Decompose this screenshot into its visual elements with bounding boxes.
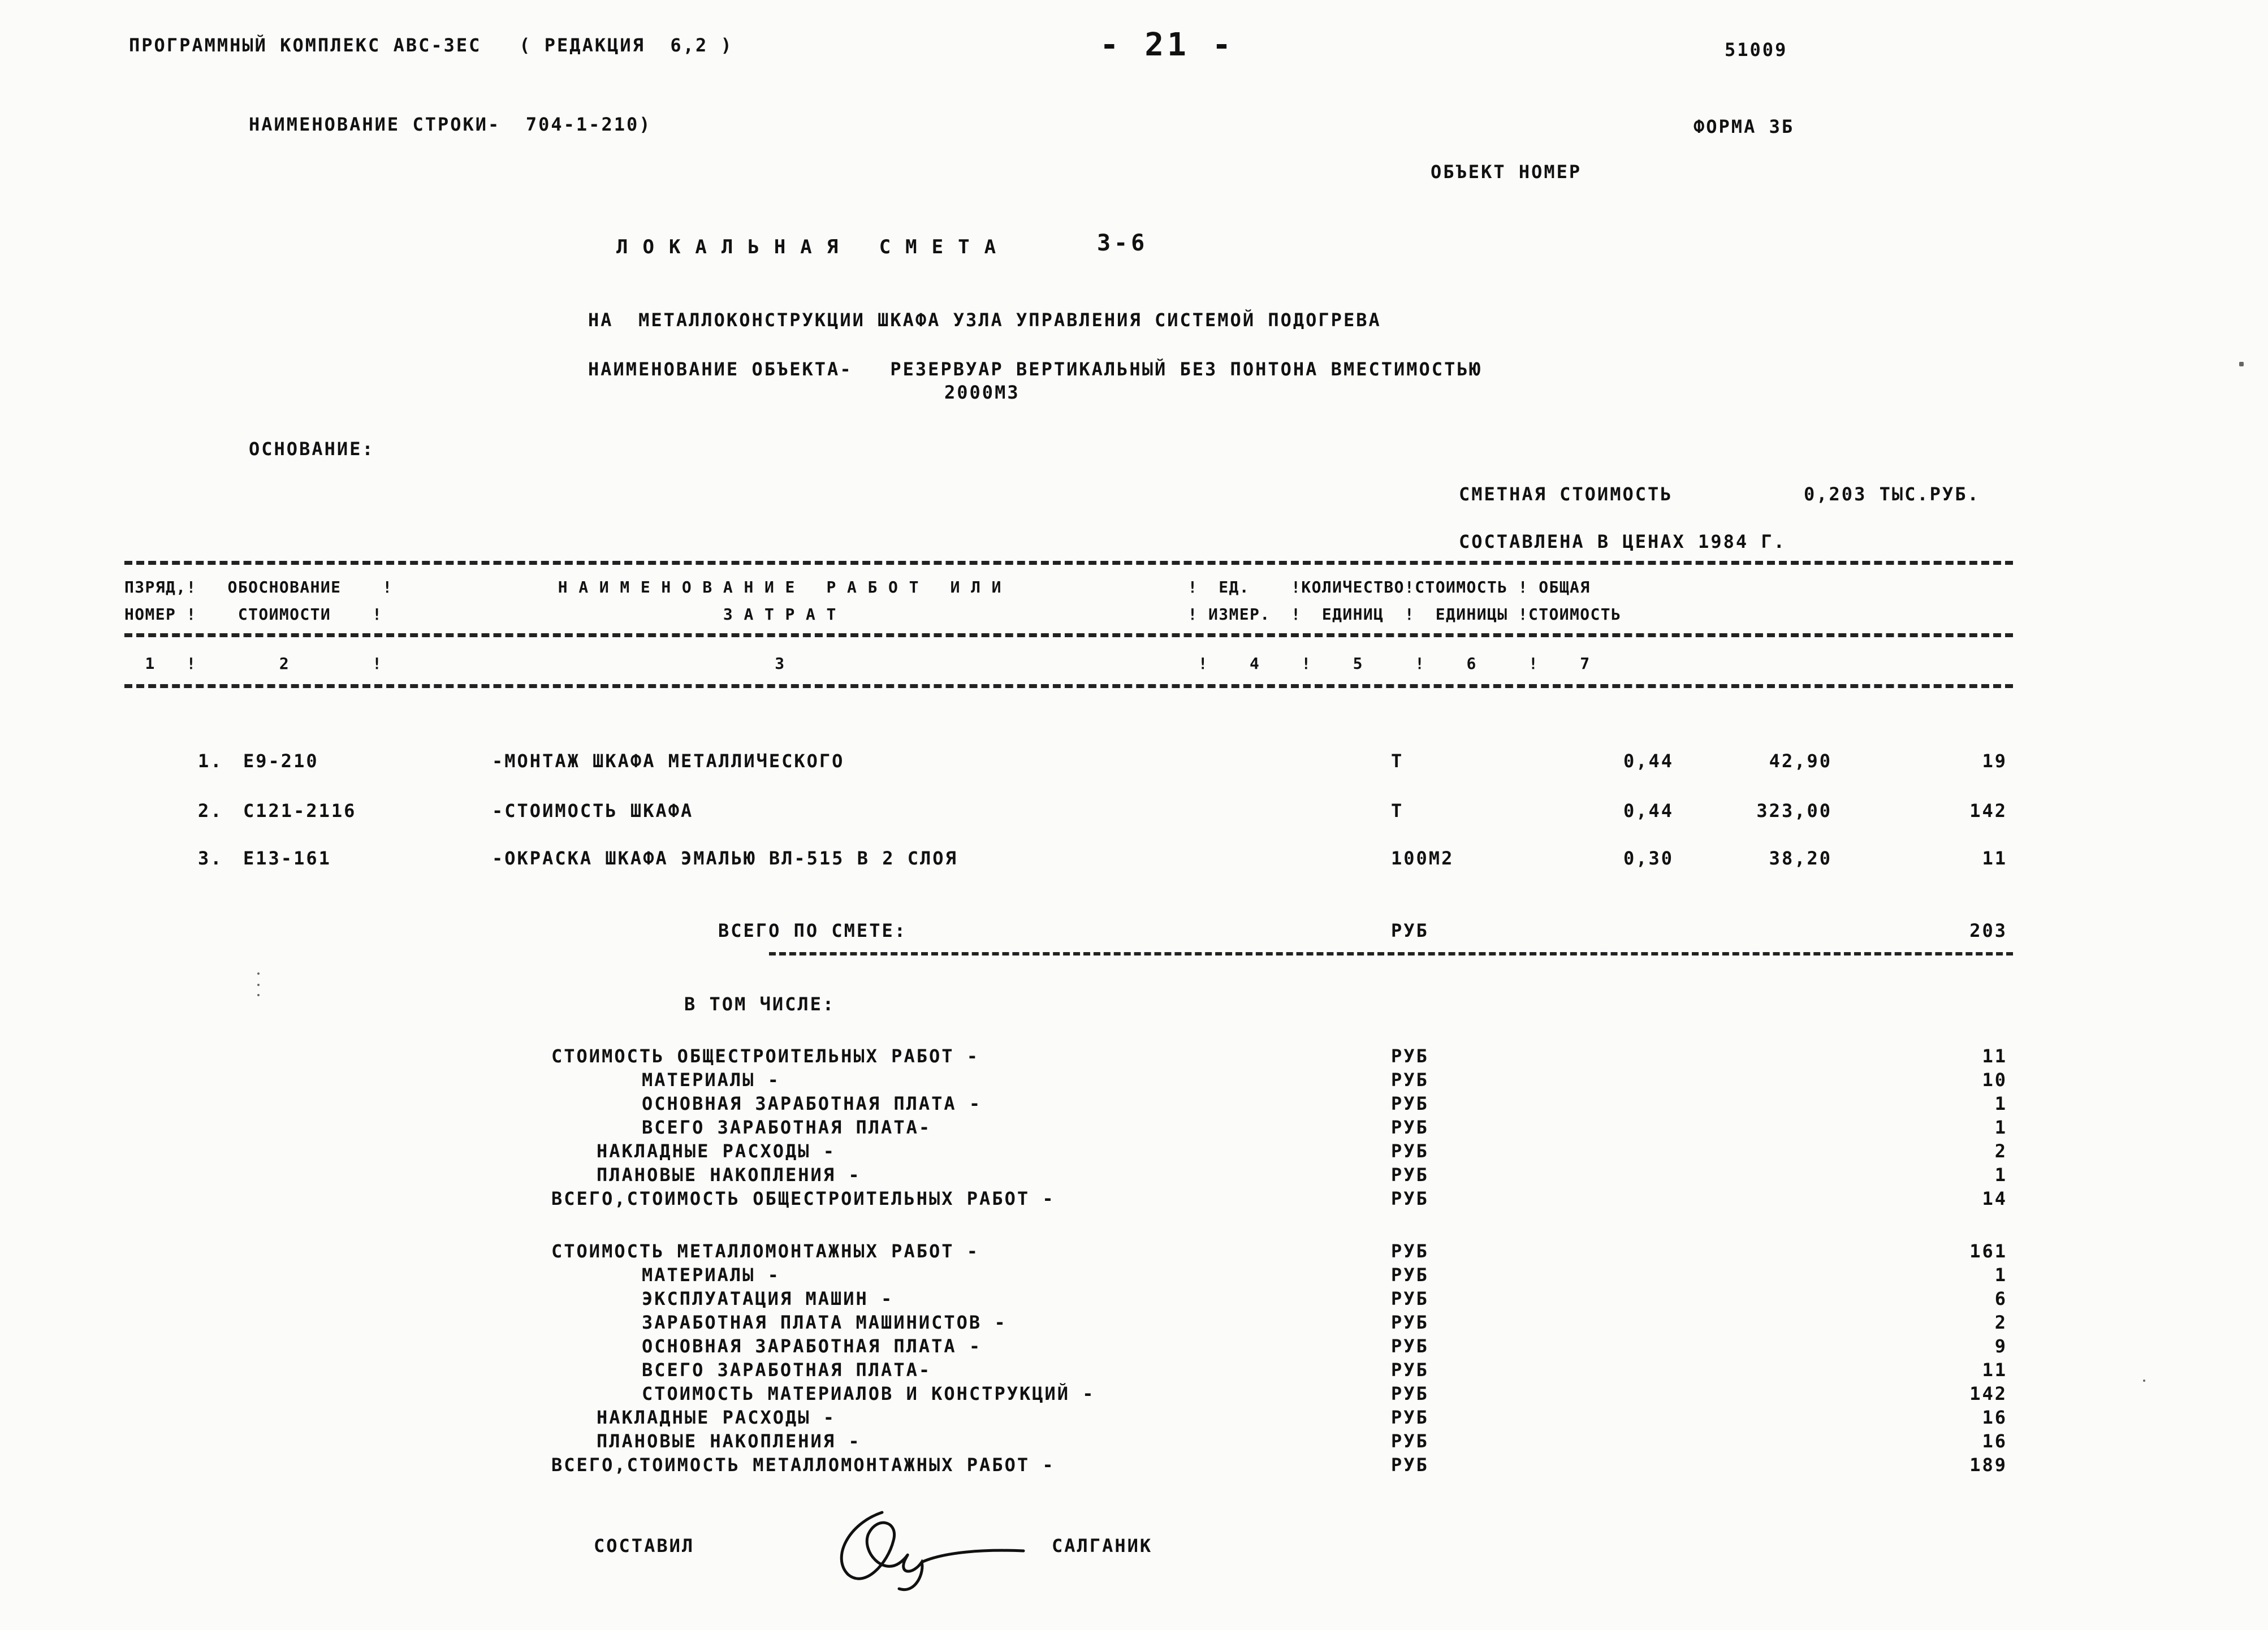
breakdown-label: СТОИМОСТЬ МАТЕРИАЛОВ И КОНСТРУКЦИЙ - (642, 1383, 1095, 1404)
breakdown-label: ВСЕГО ЗАРАБОТНАЯ ПЛАТА- (642, 1117, 932, 1138)
breakdown-value: 16 (1982, 1407, 2007, 1428)
estimated-cost-value: 0,203 ТЫС.РУБ. (1804, 483, 1980, 505)
row-number: 1. (198, 750, 223, 772)
estimated-cost-label: СМЕТНАЯ СТОИМОСТЬ (1459, 483, 1673, 505)
row-total: 11 (1982, 848, 2007, 869)
grand-total-label: ВСЕГО ПО СМЕТЕ: (718, 920, 907, 941)
grand-total-unit: РУБ (1391, 920, 1429, 941)
breakdown-value: 1 (1994, 1264, 2007, 1286)
row-number: 2. (198, 800, 223, 822)
grand-total-value: 203 (1969, 920, 2007, 941)
estimate-subject: НА МЕТАЛЛОКОНСТРУКЦИИ ШКАФА УЗЛА УПРАВЛЕНИЯ СИСТЕМОЙ ПОДОГРЕВА (588, 309, 1381, 331)
table-header-rule (124, 633, 2013, 637)
breakdown-value: 161 (1969, 1240, 2007, 1262)
row-quantity: 0,30 (1623, 848, 1674, 869)
estimate-number: 3-6 (1097, 230, 1148, 256)
prices-year-label: СОСТАВЛЕНА В ЦЕНАХ 1984 Г. (1459, 531, 1786, 552)
breakdown-value: 11 (1982, 1359, 2007, 1381)
table-numbers-rule (124, 684, 2013, 688)
breakdown-value: 2 (1994, 1140, 2007, 1162)
form-label: ФОРМА 3Б (1694, 116, 1795, 137)
breakdown-label: ВСЕГО,СТОИМОСТЬ ОБЩЕСТРОИТЕЛЬНЫХ РАБОТ - (551, 1188, 1055, 1209)
breakdown-label: ПЛАНОВЫЕ НАКОПЛЕНИЯ - (597, 1430, 861, 1452)
signature (814, 1490, 1029, 1603)
scan-speck (2239, 362, 2244, 366)
basis-label: ОСНОВАНИЕ: (249, 438, 375, 460)
row-name: -МОНТАЖ ШКАФА МЕТАЛЛИЧЕСКОГО (492, 750, 845, 772)
compiled-by-label: СОСТАВИЛ (594, 1535, 695, 1557)
row-unit-price: 42,90 (1769, 750, 1832, 772)
breakdown-label: ПЛАНОВЫЕ НАКОПЛЕНИЯ - (597, 1164, 861, 1186)
document-code: 51009 (1725, 39, 1788, 60)
row-unit-price: 323,00 (1756, 800, 1832, 822)
scan-speck (2143, 1380, 2145, 1382)
table-top-rule (124, 561, 2013, 565)
breakdown-label: ОСНОВНАЯ ЗАРАБОТНАЯ ПЛАТА - (642, 1093, 982, 1114)
breakdown-label: ВСЕГО,СТОИМОСТЬ МЕТАЛЛОМОНТАЖНЫХ РАБОТ - (551, 1454, 1055, 1476)
row-name: -ОКРАСКА ШКАФА ЭМАЛЬЮ ВЛ-515 В 2 СЛОЯ (492, 848, 958, 869)
grand-total-rule (769, 952, 2013, 955)
breakdown-label: СТОИМОСТЬ МЕТАЛЛОМОНТАЖНЫХ РАБОТ - (551, 1240, 980, 1262)
breakdown-unit: РУБ (1391, 1407, 1429, 1428)
breakdown-unit: РУБ (1391, 1164, 1429, 1186)
object-name-line1: НАИМЕНОВАНИЕ ОБЪЕКТА- РЕЗЕРВУАР ВЕРТИКАЛЬНЫЙ БЕЗ ПОНТОНА ВМЕСТИМОСТЬЮ (588, 358, 1482, 380)
breakdown-value: 6 (1994, 1288, 2007, 1309)
breakdown-label: ВСЕГО ЗАРАБОТНАЯ ПЛАТА- (642, 1359, 932, 1381)
breakdown-value: 16 (1982, 1430, 2007, 1452)
breakdown-unit: РУБ (1391, 1312, 1429, 1333)
breakdown-label: ОСНОВНАЯ ЗАРАБОТНАЯ ПЛАТА - (642, 1335, 982, 1357)
breakdown-value: 1 (1994, 1093, 2007, 1114)
row-name: -СТОИМОСТЬ ШКАФА (492, 800, 694, 822)
breakdown-unit: РУБ (1391, 1383, 1429, 1404)
breakdown-unit: РУБ (1391, 1288, 1429, 1309)
row-quantity: 0,44 (1623, 750, 1674, 772)
breakdown-label: НАКЛАДНЫЕ РАСХОДЫ - (597, 1140, 836, 1162)
row-unit: 100М2 (1391, 848, 1454, 869)
program-header: ПРОГРАММНЫЙ КОМПЛЕКС АВС-ЗЕС ( РЕДАКЦИЯ 6,2 ) (129, 34, 733, 56)
page-number: - 21 - (1100, 27, 1235, 63)
object-number-label: ОБЪЕКТ НОМЕР (1431, 161, 1582, 183)
row-name-label: НАИМЕНОВАНИЕ СТРОКИ- 704-1-210) (249, 114, 652, 135)
scan-speck (257, 972, 260, 975)
breakdown-label: СТОИМОСТЬ ОБЩЕСТРОИТЕЛЬНЫХ РАБОТ - (551, 1045, 980, 1067)
breakdown-label: ЗАРАБОТНАЯ ПЛАТА МАШИНИСТОВ - (642, 1312, 1007, 1333)
breakdown-value: 10 (1982, 1069, 2007, 1091)
scan-speck (257, 994, 260, 996)
breakdown-label: ЭКСПЛУАТАЦИЯ МАШИН - (642, 1288, 894, 1309)
row-unit: Т (1391, 750, 1404, 772)
scan-speck (257, 984, 260, 986)
breakdown-unit: РУБ (1391, 1188, 1429, 1209)
breakdown-value: 11 (1982, 1045, 2007, 1067)
breakdown-label: МАТЕРИАЛЫ - (642, 1264, 780, 1286)
row-code: Е13-161 (243, 848, 331, 869)
breakdown-value: 2 (1994, 1312, 2007, 1333)
breakdown-label: МАТЕРИАЛЫ - (642, 1069, 780, 1091)
breakdown-label: НАКЛАДНЫЕ РАСХОДЫ - (597, 1407, 836, 1428)
breakdown-value: 189 (1969, 1454, 2007, 1476)
breakdown-unit: РУБ (1391, 1335, 1429, 1357)
breakdown-unit: РУБ (1391, 1117, 1429, 1138)
row-total: 19 (1982, 750, 2007, 772)
row-total: 142 (1969, 800, 2007, 822)
breakdown-unit: РУБ (1391, 1093, 1429, 1114)
breakdown-unit: РУБ (1391, 1240, 1429, 1262)
breakdown-label: В ТОМ ЧИСЛЕ: (684, 993, 836, 1015)
breakdown-unit: РУБ (1391, 1359, 1429, 1381)
object-name-line2: 2000М3 (944, 382, 1020, 403)
row-quantity: 0,44 (1623, 800, 1674, 822)
row-code: Е9-210 (243, 750, 319, 772)
breakdown-value: 1 (1994, 1117, 2007, 1138)
breakdown-unit: РУБ (1391, 1264, 1429, 1286)
breakdown-unit: РУБ (1391, 1430, 1429, 1452)
page-title: ЛОКАЛЬНАЯ СМЕТА (616, 236, 1011, 258)
breakdown-value: 9 (1994, 1335, 2007, 1357)
row-unit: Т (1391, 800, 1404, 822)
breakdown-unit: РУБ (1391, 1454, 1429, 1476)
breakdown-unit: РУБ (1391, 1069, 1429, 1091)
row-number: 3. (198, 848, 223, 869)
signer-name: САЛГАНИК (1052, 1535, 1153, 1557)
breakdown-unit: РУБ (1391, 1140, 1429, 1162)
breakdown-unit: РУБ (1391, 1045, 1429, 1067)
breakdown-value: 1 (1994, 1164, 2007, 1186)
breakdown-value: 142 (1969, 1383, 2007, 1404)
breakdown-value: 14 (1982, 1188, 2007, 1209)
row-unit-price: 38,20 (1769, 848, 1832, 869)
table-header-row2: НОМЕР ! СТОИМОСТИ ! З А Т Р А Т ! ИЗМЕР. ! ЕДИНИЦ ! ЕДИНИЦЫ !СТОИМОСТЬ (124, 605, 1622, 624)
table-column-numbers: 1 ! 2 ! 3 ! 4 ! 5 ! 6 ! 7 (124, 654, 1591, 673)
row-code: С121-2116 (243, 800, 357, 822)
table-header-row1: ПЗРЯД,! ОБОСНОВАНИЕ ! Н А И М Е Н О В А Н И Е Р А Б О Т И Л И ! ЕД. !КОЛИЧЕСТВО!СТОИМОСТЬ ! ОБЩАЯ (124, 578, 1591, 596)
